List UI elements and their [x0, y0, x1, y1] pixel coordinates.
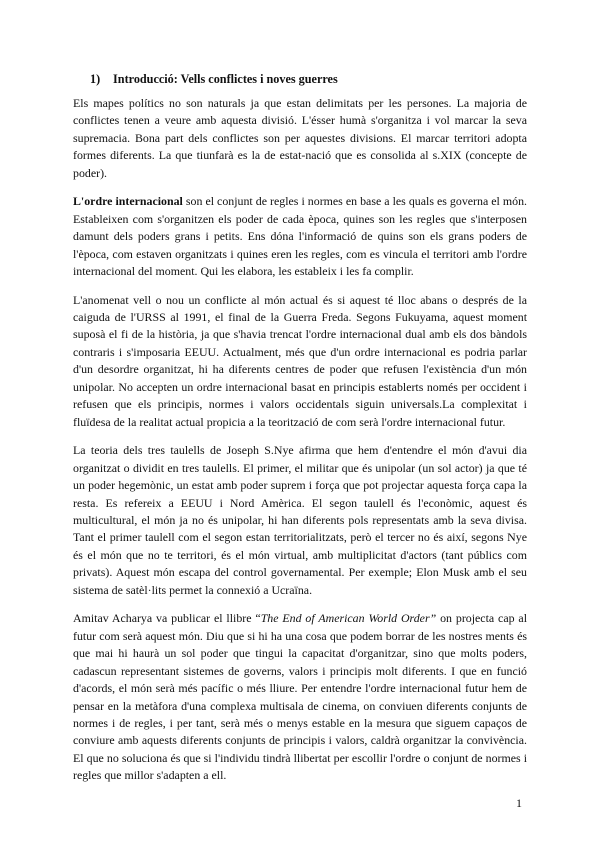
paragraph-political-maps: Els mapes polítics no son naturals ja que estan delimitats per les persones. La majoria de conflictes tenen a veure amb aquesta divisió. L'ésser humà s'organitza i vol marcar la seva supremacia. Bona part dels conflictes son per aquestes divisions. El marcar territori adopta formes diferents. La que tiunfarà es la de estat-nació que es consolida al s.XIX (concepte de poder).	[73, 96, 527, 180]
term-international-order: L'ordre internacional	[73, 194, 183, 209]
paragraph-three-boards-theory: La teoria dels tres taulells de Joseph S.Nye afirma que hem d'entendre el món d'avui dia organitzat o dividit en tres taulells. El primer, el militar que és unipolar (un sol actor) ja que té un poder hegemònic, un estat amb poder suprem i força que pot projectar aquesta força capa la resta. Es refereix a EEUU i Nord Amèrica. El segon taulell és l'econòmic, aquest és multicultural, el món ja no és unipolar, hi han diferents pols representats amb la seva divisa. Tant el primer taulell com el segon estan territorialitzats, però el tercer no és així, segons Nye és el món que no te territori, és el món virtual, amb multiplicitat d'actors (tant públics com privats). Aquest món escapa del control governamental. Per exemple; Elon Musk amb el seu sistema de satèl·lits permet la connexió a Ucraïna.	[73, 443, 527, 597]
paragraph-acharya-intro: Amitav Acharya va publicar el llibre “	[73, 611, 261, 626]
section-number: 1)	[90, 72, 101, 86]
section-heading	[90, 70, 530, 88]
book-title: The End of American World Order”	[260, 611, 437, 626]
paragraph-acharya-text: on projecta cap al futur com serà aquest món. Diu que si hi ha una cosa que podem borrar de les nostres ments és que mai hi haurà un sol poder que tingui la capacitat d'organitzar, sino que molts poders, cadascun representant sistemes de governs, valors i principis molt diferents. I que en funció d'acords, el món serà més pacífic o més lliure. Per entendre l'ordre internacional futur hem de pensar en la metàfora d'una complexa multisala de cinema, on conviuen diferents conjunts de normes i de regles, i per tant, serà més o menys estable en la mesura que siguem capaços de conviure amb aquests diferents conjunts de principis i valors, caldrà organitzar la convivència. El que no soluciona és que si l'individu tindrà llibertat per escollir l'ordre o conjunt de normes i regles que millor s'adapten a ell.	[73, 611, 527, 783]
paragraph-international-order	[73, 193, 527, 280]
section-title: Introducció: Vells conflictes i noves guerres	[113, 72, 338, 86]
paragraph-acharya	[73, 610, 527, 785]
paragraph-international-order-text: son el conjunt de regles i normes en base a les quals es governa el món. Estableixen com s'organitzen els poder de cada època, quines son les regles que s'interposen damunt dels poders grans i petits. Ens dóna l'informació de quins son els grans poders de l'època, com estaven organitzats i quines eren les regles, com es vincula el territori amb l'ordre internacional del moment. Qui les elabora, les estableix i les fa complir.	[73, 194, 527, 279]
paragraph-old-new-conflict: L'anomenat vell o nou un conflicte al món actual és si aquest té lloc abans o després de la caiguda de l'URSS al 1991, el final de la Guerra Freda. Segons Fukuyama, aquest moment suposà el fi de la història, ja que s'havia trencat l'ordre internacional dual amb els dos bàndols contraris i s'imposaria EEUU. Actualment, més que d'un ordre internacional es podria parlar d'un desordre organitzat, hi ha diferents centres de poder que refusen l'existència d'un món unipolar. No accepten un ordre internacional basat en principis establerts només per occident i refusen que els principis, normes i valors occidentals siguin universals.La complexitat i fluïdesa de la realitat actual propicia a la teorització de com serà l'ordre internacional futur.	[73, 292, 527, 429]
page-number: 1	[516, 796, 522, 810]
body-text	[73, 95, 527, 796]
